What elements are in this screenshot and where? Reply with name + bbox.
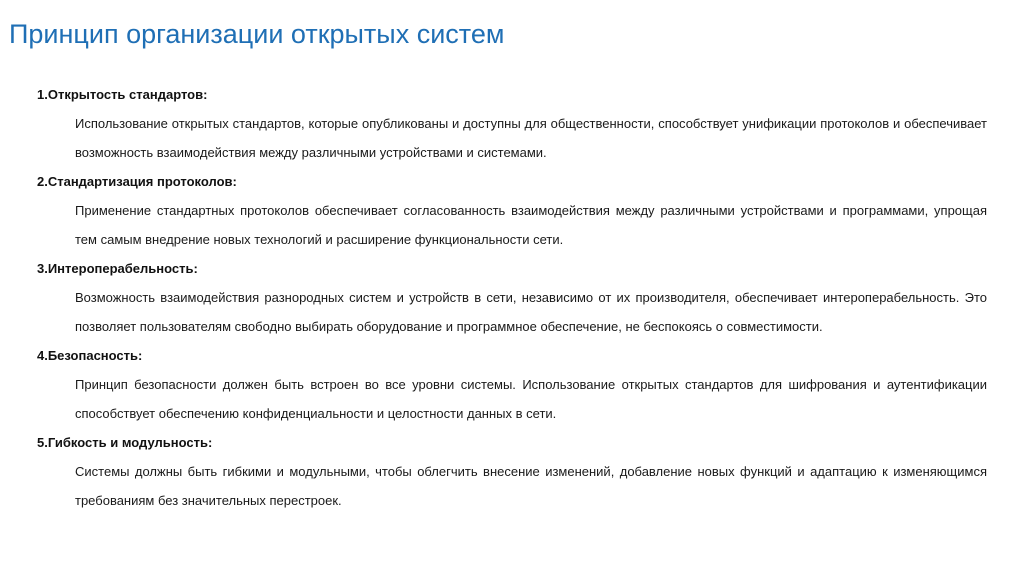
section-text: Применение стандартных протоколов обеспечивает согласованность взаимодействия между различными устройствами и программами, упрощая тем самым внедрение новых технологий и расширение функциональности сети.	[75, 203, 987, 247]
section-protocol-standardization	[37, 167, 987, 254]
section-heading: 1.Открытость стандартов:	[37, 87, 208, 102]
slide-content	[37, 80, 987, 515]
section-text: Использование открытых стандартов, которые опубликованы и доступны для общественности, способствует унификации протоколов и обеспечивает возможность взаимодействия между различными устройствами и системами.	[75, 116, 987, 160]
section-security	[37, 341, 987, 428]
section-heading: 3.Интероперабельность:	[37, 261, 198, 276]
section-text: Возможность взаимодействия разнородных систем и устройств в сети, независимо от их производителя, обеспечивает интероперабельность. Это позволяет пользователям свободно выбирать оборудование и программное обеспечение, не беспокоясь о совместимости.	[75, 290, 987, 334]
section-heading: 2.Стандартизация протоколов:	[37, 174, 237, 189]
section-text: Принцип безопасности должен быть встроен во все уровни системы. Использование открытых стандартов для шифрования и аутентификации способствует обеспечению конфиденциальности и целостности данных в сети.	[75, 377, 987, 421]
slide-title: Принцип организации открытых систем	[9, 19, 505, 49]
section-text: Системы должны быть гибкими и модульными, чтобы облегчить внесение изменений, добавление новых функций и адаптацию к изменяющимся требованиям без значительных перестроек.	[75, 464, 987, 508]
section-heading: 4.Безопасность:	[37, 348, 143, 363]
section-open-standards	[37, 80, 987, 167]
section-flexibility-modularity	[37, 428, 987, 515]
section-interoperability	[37, 254, 987, 341]
section-heading: 5.Гибкость и модульность:	[37, 435, 213, 450]
